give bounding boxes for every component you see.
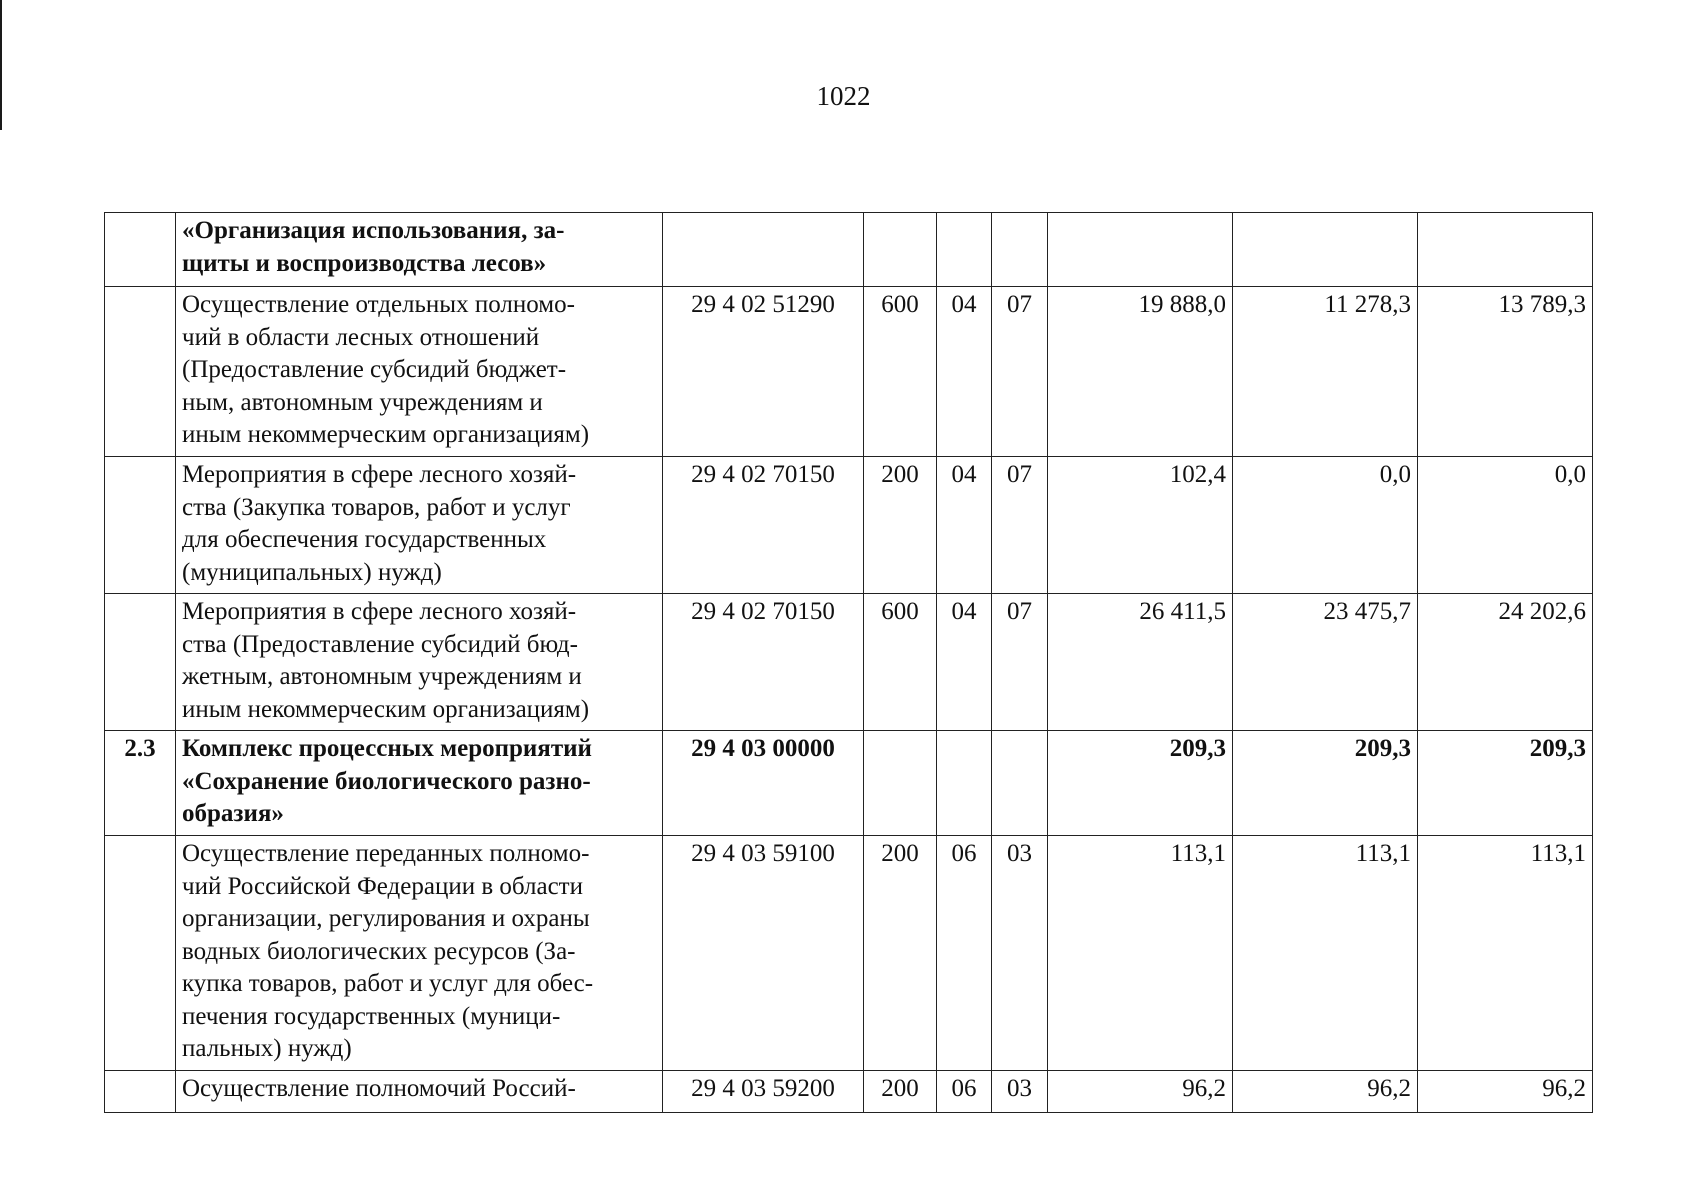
expense-type-cell: 200 <box>864 457 937 594</box>
name-line: Комплекс процессных мероприятий <box>182 735 592 762</box>
name-line: (муниципальных) нужд) <box>182 558 442 586</box>
name-cell <box>176 594 663 731</box>
amount-year-2-cell: 23 475,7 <box>1233 594 1418 731</box>
amount-year-2-cell <box>1233 213 1418 287</box>
name-line: для обеспечения государственных <box>182 526 547 553</box>
table-body <box>105 213 1593 1113</box>
amount-year-2-cell: 0,0 <box>1233 457 1418 594</box>
row-number-cell <box>105 287 176 457</box>
subsection-cell: 07 <box>992 287 1048 457</box>
subsection-cell: 07 <box>992 594 1048 731</box>
expense-type-cell: 200 <box>864 836 937 1071</box>
name-line: «Организация использования, за- <box>182 217 565 244</box>
amount-year-1-cell: 19 888,0 <box>1048 287 1233 457</box>
name-line: Осуществление полномочий Россий- <box>182 1075 576 1102</box>
amount-year-1-cell <box>1048 213 1233 287</box>
row-number-cell <box>105 594 176 731</box>
subsection-cell: 07 <box>992 457 1048 594</box>
section-cell: 06 <box>937 1071 992 1113</box>
amount-year-2-cell: 113,1 <box>1233 836 1418 1071</box>
target-article-cell: 29 4 03 59100 <box>663 836 864 1071</box>
name-cell <box>176 287 663 457</box>
name-cell <box>176 836 663 1071</box>
name-line: чий в области лесных отношений <box>182 323 540 351</box>
name-line: купка товаров, работ и услуг для обес- <box>182 970 594 997</box>
amount-year-3-cell <box>1418 213 1593 287</box>
name-cell <box>176 457 663 594</box>
name-line: иным некоммерческим организациям) <box>182 421 590 448</box>
name-line: чий Российской Федерации в области <box>182 872 583 900</box>
amount-year-3-cell: 24 202,6 <box>1418 594 1593 731</box>
name-line: Мероприятия в сфере лесного хозяй- <box>182 598 577 625</box>
name-line: организации, регулирования и охраны <box>182 905 590 932</box>
table-row <box>105 594 1593 731</box>
target-article-cell: 29 4 02 70150 <box>663 594 864 731</box>
amount-year-3-cell: 209,3 <box>1418 731 1593 836</box>
name-cell <box>176 731 663 836</box>
table-row <box>105 731 1593 836</box>
table-row <box>105 457 1593 594</box>
name-line: ным, автономным учреждениям и <box>182 388 543 416</box>
name-cell <box>176 213 663 287</box>
row-number-cell <box>105 1071 176 1113</box>
name-line: «Сохранение биологического разно- <box>182 767 591 795</box>
subsection-cell <box>992 213 1048 287</box>
table-row <box>105 1071 1593 1113</box>
subsection-cell: 03 <box>992 1071 1048 1113</box>
amount-year-1-cell: 209,3 <box>1048 731 1233 836</box>
section-cell: 04 <box>937 287 992 457</box>
row-number-cell <box>105 457 176 594</box>
name-line: жетным, автономным учреждениям и <box>182 663 582 690</box>
table-row <box>105 287 1593 457</box>
name-line: (Предоставление субсидий бюджет- <box>182 356 567 383</box>
subsection-cell <box>992 731 1048 836</box>
amount-year-2-cell: 11 278,3 <box>1233 287 1418 457</box>
name-line: Осуществление переданных полномо- <box>182 840 590 867</box>
target-article-cell: 29 4 02 70150 <box>663 457 864 594</box>
section-cell: 06 <box>937 836 992 1071</box>
section-cell <box>937 731 992 836</box>
name-line: ства (Предоставление субсидий бюд- <box>182 630 578 658</box>
amount-year-2-cell: 96,2 <box>1233 1071 1418 1113</box>
amount-year-1-cell: 102,4 <box>1048 457 1233 594</box>
row-number-cell <box>105 213 176 287</box>
table-row <box>105 213 1593 287</box>
target-article-cell: 29 4 02 51290 <box>663 287 864 457</box>
name-cell <box>176 1071 663 1113</box>
section-cell <box>937 213 992 287</box>
amount-year-1-cell: 26 411,5 <box>1048 594 1233 731</box>
subsection-cell: 03 <box>992 836 1048 1071</box>
table-row <box>105 836 1593 1071</box>
name-line: образия» <box>182 800 284 827</box>
expense-type-cell <box>864 213 937 287</box>
amount-year-3-cell: 13 789,3 <box>1418 287 1593 457</box>
amount-year-3-cell: 113,1 <box>1418 836 1593 1071</box>
name-line: пальных) нужд) <box>182 1035 352 1062</box>
amount-year-1-cell: 113,1 <box>1048 836 1233 1071</box>
name-line: ства (Закупка товаров, работ и услуг <box>182 493 571 521</box>
name-line: водных биологических ресурсов (За- <box>182 937 576 965</box>
amount-year-1-cell: 96,2 <box>1048 1071 1233 1113</box>
expense-type-cell: 600 <box>864 287 937 457</box>
amount-year-3-cell: 0,0 <box>1418 457 1593 594</box>
row-number-cell: 2.3 <box>105 731 176 836</box>
target-article-cell: 29 4 03 59200 <box>663 1071 864 1113</box>
expense-type-cell: 200 <box>864 1071 937 1113</box>
expense-type-cell: 600 <box>864 594 937 731</box>
row-number-cell <box>105 836 176 1071</box>
target-article-cell: 29 4 03 00000 <box>663 731 864 836</box>
name-line: Осуществление отдельных полномо- <box>182 291 575 318</box>
expense-type-cell <box>864 731 937 836</box>
name-line: щиты и воспроизводства лесов» <box>182 249 547 277</box>
page-number: 1022 <box>816 81 871 111</box>
name-line: Мероприятия в сфере лесного хозяй- <box>182 461 577 488</box>
section-cell: 04 <box>937 594 992 731</box>
budget-table <box>104 212 1593 1113</box>
target-article-cell <box>663 213 864 287</box>
name-line: печения государственных (муници- <box>182 1002 561 1030</box>
amount-year-2-cell: 209,3 <box>1233 731 1418 836</box>
section-cell: 04 <box>937 457 992 594</box>
amount-year-3-cell: 96,2 <box>1418 1071 1593 1113</box>
name-line: иным некоммерческим организациям) <box>182 695 590 723</box>
